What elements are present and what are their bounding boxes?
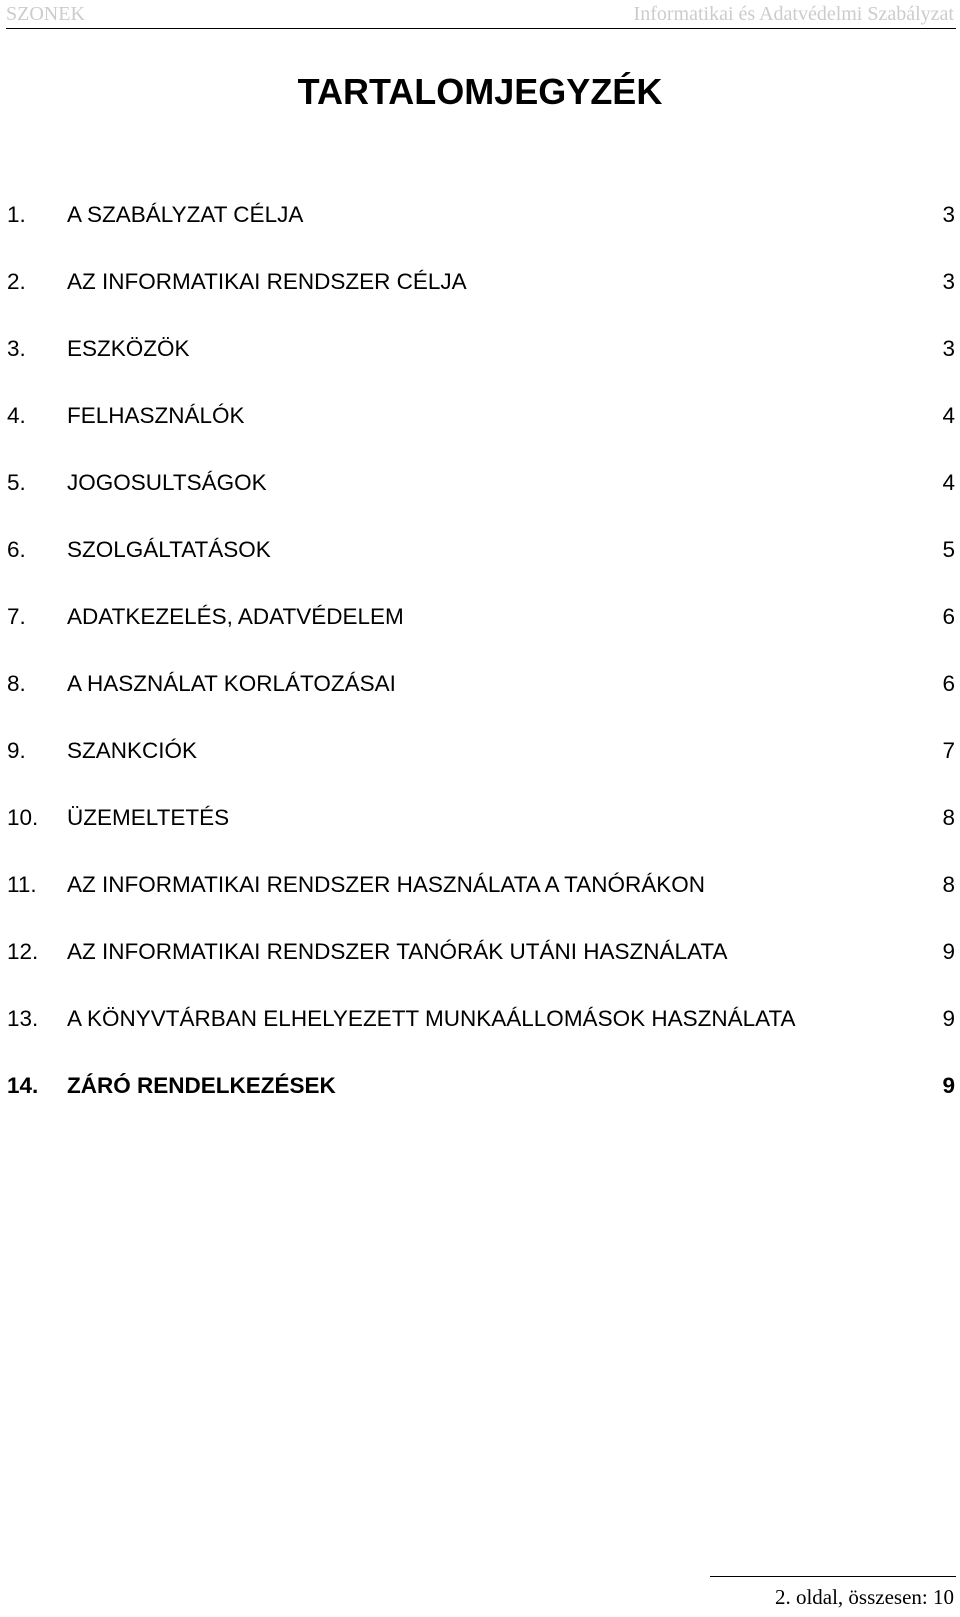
- toc-entry-title: ESZKÖZÖK: [67, 336, 190, 361]
- toc-entry-number: 8.: [7, 671, 26, 696]
- toc-entry[interactable]: [7, 399, 955, 466]
- toc-entry[interactable]: [7, 868, 955, 935]
- toc-entry-title: ADATKEZELÉS, ADATVÉDELEM: [67, 604, 404, 629]
- toc-entry-title: AZ INFORMATIKAI RENDSZER TANÓRÁK UTÁNI HASZNÁLATA: [67, 939, 728, 964]
- toc-entry-title: A KÖNYVTÁRBAN ELHELYEZETT MUNKAÁLLOMÁSOK HASZNÁLATA: [67, 1006, 796, 1031]
- toc-entry-number: 9.: [7, 738, 26, 763]
- toc-list: [7, 198, 955, 1136]
- toc-entry[interactable]: [7, 734, 955, 801]
- header-organization: SZONEK: [6, 3, 85, 25]
- toc-entry-number: 5.: [7, 470, 26, 495]
- toc-entry-title: A HASZNÁLAT KORLÁTOZÁSAI: [67, 671, 396, 696]
- toc-entry-title: SZANKCIÓK: [67, 738, 198, 763]
- toc-entry[interactable]: [7, 198, 955, 265]
- toc-entry-page: 4: [942, 470, 955, 495]
- toc-entry-number: 3.: [7, 336, 26, 361]
- toc-entry-number: 2.: [7, 269, 26, 294]
- toc-entry-title: AZ INFORMATIKAI RENDSZER CÉLJA: [67, 269, 467, 294]
- toc-entry-title: ZÁRÓ RENDELKEZÉSEK: [67, 1073, 336, 1098]
- toc-entry-number: 13.: [7, 1006, 39, 1031]
- page-header: [6, 0, 956, 29]
- toc-entry-page: 3: [942, 336, 955, 361]
- page-number: 2. oldal, összesen: 10: [774, 1585, 954, 1609]
- toc-entry[interactable]: [7, 466, 955, 533]
- toc-entry-page: 5: [942, 537, 955, 562]
- toc-entry-number: 6.: [7, 537, 26, 562]
- toc-entry-number: 11.: [7, 872, 37, 897]
- toc-entry-page: 4: [942, 403, 955, 428]
- toc-entry[interactable]: [7, 533, 955, 600]
- toc-entry[interactable]: [7, 332, 955, 399]
- toc-entry-page: 8: [942, 805, 955, 830]
- toc-entry[interactable]: [7, 801, 955, 868]
- toc-entry-page: 8: [942, 872, 955, 897]
- toc-entry-number: 10.: [7, 805, 39, 830]
- toc-entry-page: 3: [942, 269, 955, 294]
- toc-entry[interactable]: [7, 667, 955, 734]
- toc-entry-title: ÜZEMELTETÉS: [67, 805, 230, 830]
- toc-entry-page: 3: [942, 202, 955, 227]
- toc-entry[interactable]: [7, 600, 955, 667]
- toc-entry-number: 12.: [7, 939, 39, 964]
- toc-entry[interactable]: [7, 1069, 955, 1136]
- toc-entry-page: 9: [942, 939, 955, 964]
- toc-entry-page: 7: [942, 738, 955, 763]
- toc-title: TARTALOMJEGYZÉK: [297, 71, 663, 112]
- page-footer: [710, 1576, 956, 1617]
- toc-entry-title: A SZABÁLYZAT CÉLJA: [67, 202, 304, 227]
- toc-entry-number: 7.: [7, 604, 26, 629]
- toc-entry-page: 9: [942, 1006, 955, 1031]
- toc-entry-title: AZ INFORMATIKAI RENDSZER HASZNÁLATA A TANÓRÁKON: [67, 872, 706, 897]
- toc-entry-title: JOGOSULTSÁGOK: [67, 470, 267, 495]
- toc-entry-title: FELHASZNÁLÓK: [67, 403, 245, 428]
- toc-entry-number: 14.: [7, 1073, 39, 1098]
- header-document-title: Informatikai és Adatvédelmi Szabályzat: [633, 3, 954, 25]
- toc-entry-page: 6: [942, 671, 955, 696]
- toc-entry[interactable]: [7, 935, 955, 1002]
- toc-entry-page: 9: [942, 1073, 955, 1098]
- toc-entry[interactable]: [7, 1002, 955, 1069]
- toc-entry-page: 6: [942, 604, 955, 629]
- toc-entry-number: 4.: [7, 403, 26, 428]
- toc-entry[interactable]: [7, 265, 955, 332]
- toc-entry-number: 1.: [7, 202, 26, 227]
- toc-entry-title: SZOLGÁLTATÁSOK: [67, 537, 271, 562]
